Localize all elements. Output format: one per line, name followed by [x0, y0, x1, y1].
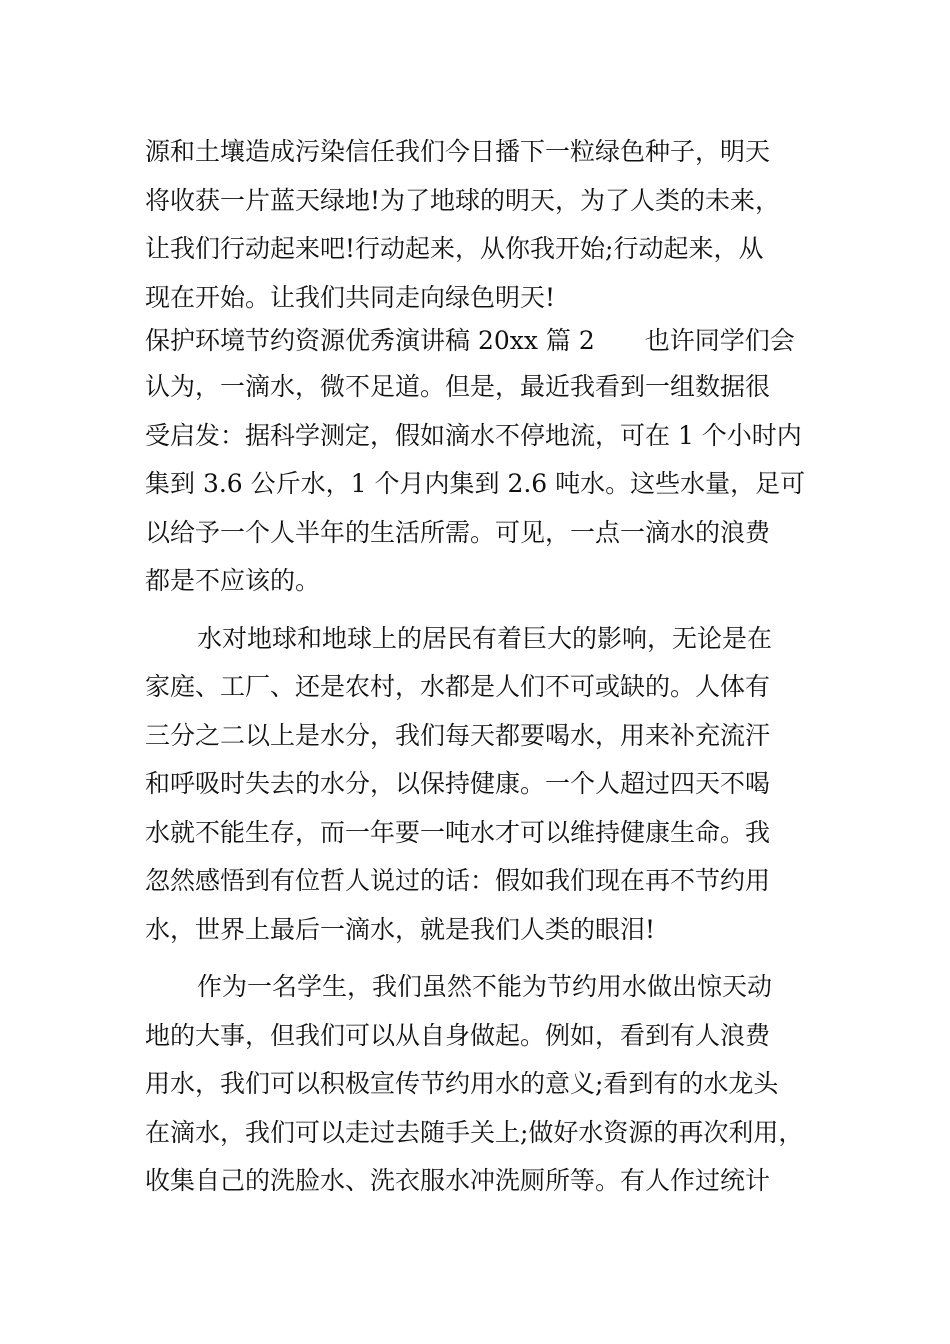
text-line: 让我们行动起来吧!行动起来，从你我开始;行动起来，从	[145, 234, 764, 263]
text-line: 将收获一片蓝天绿地!为了地球的明天，为了人类的未来，	[145, 185, 781, 215]
text-line: 集到 3.6 公斤水，1 个月内集到 2.6 吨水。这些水量，足可	[145, 469, 806, 498]
text-line: 用水，我们可以积极宣传节约用水的意义;看到有的水龙头	[145, 1069, 779, 1098]
text-line: 在滴水，我们可以走过去随手关上;做好水资源的再次利用，	[145, 1117, 804, 1147]
text-line: 水，世界上最后一滴水，就是我们人类的眼泪!	[145, 914, 656, 944]
document-body	[145, 128, 845, 1206]
paragraph-first-line: 作为一名学生，我们虽然不能为节约用水做出惊天动	[197, 972, 773, 1001]
text-line: 家庭、工厂、还是农村，水都是人们不可或缺的。人体有	[145, 672, 771, 701]
section-title: 保护环境节约资源优秀演讲稿 20xx 篇 2	[145, 326, 595, 355]
text-line: 受启发：据科学测定，假如滴水不停地流，可在 1 个小时内	[145, 420, 802, 450]
section-intro-text: 也许同学们会	[644, 326, 795, 355]
text-line: 水就不能生存，而一年要一吨水才可以维持健康生命。我	[145, 817, 771, 847]
text-line: 都是不应该的。	[145, 566, 321, 595]
text-line: 地的大事，但我们可以从自身做起。例如，看到有人浪费	[145, 1020, 771, 1050]
text-line: 以给予一个人半年的生活所需。可见，一点一滴水的浪费	[145, 517, 771, 547]
text-line: 现在开始。让我们共同走向绿色明天!	[145, 282, 556, 312]
text-line: 源和土壤造成污染信任我们今日播下一粒绿色种子，明天	[145, 137, 771, 166]
text-line: 三分之二以上是水分，我们每天都要喝水，用来补充流汗	[145, 720, 771, 750]
paragraph-first-line: 水对地球和地球上的居民有着巨大的影响，无论是在	[197, 623, 773, 653]
text-line: 和呼吸时失去的水分，以保持健康。一个人超过四天不喝	[145, 769, 771, 798]
text-line: 忽然感悟到有位哲人说过的话：假如我们现在再不节约用	[145, 866, 771, 895]
section-heading-line	[145, 319, 845, 363]
text-line: 认为，一滴水，微不足道。但是，最近我看到一组数据很	[145, 372, 771, 401]
text-line: 收集自己的洗脸水、洗衣服水冲洗厕所等。有人作过统计	[145, 1166, 771, 1195]
